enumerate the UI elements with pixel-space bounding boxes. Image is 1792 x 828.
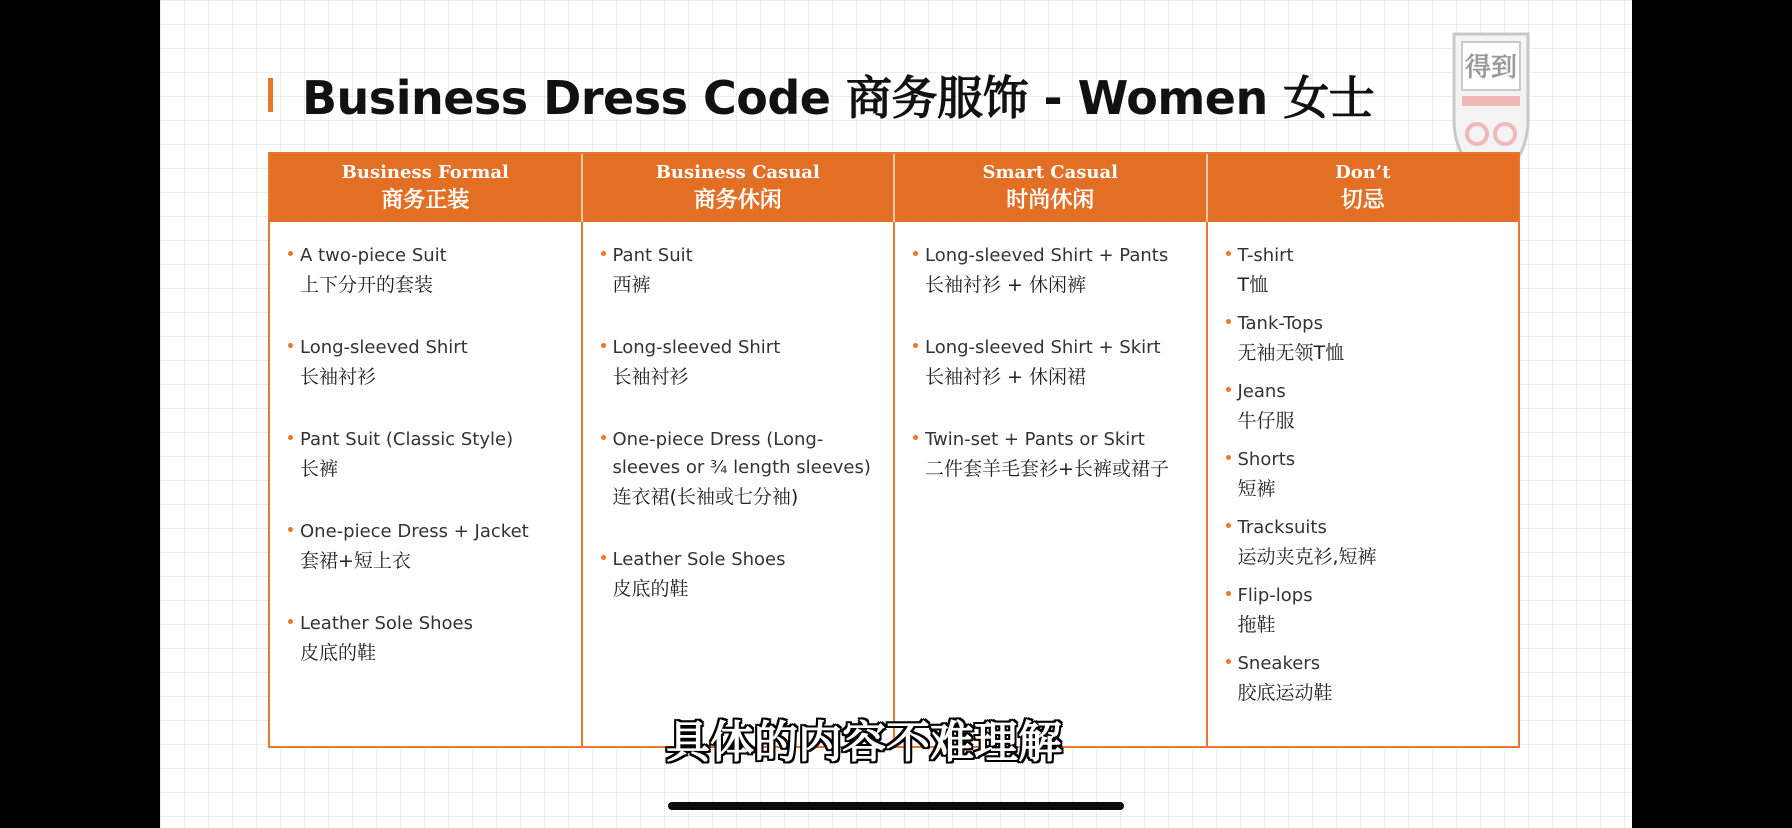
item-en: T-shirt (1237, 245, 1294, 266)
list-item (895, 334, 1206, 392)
home-indicator[interactable] (668, 802, 1124, 810)
item-en: Shorts (1237, 449, 1296, 470)
video-subtitle: 具体的内容不难理解 (666, 717, 1062, 768)
item-zh: 西裤 (612, 274, 651, 296)
item-en: Tank-Tops (1237, 313, 1323, 334)
list-item (1208, 582, 1519, 640)
list-item (583, 242, 894, 300)
bullet-icon (1226, 319, 1231, 324)
bullet-icon (601, 435, 606, 440)
item-zh: 连衣裙(长袖或七分袖) (612, 486, 799, 508)
list-item (270, 334, 581, 392)
item-en: Long-sleeved Shirt + Skirt (925, 337, 1161, 358)
column-business-formal (270, 222, 583, 746)
header-zh: 商务休闲 (693, 187, 782, 213)
header-en: Business Casual (655, 162, 820, 183)
header-zh: 商务正装 (381, 187, 470, 213)
bullet-icon (913, 343, 918, 348)
table-body (270, 222, 1518, 746)
header-en: Don’t (1335, 162, 1391, 183)
item-en: A two-piece Suit (300, 245, 447, 266)
item-zh: 牛仔服 (1237, 410, 1295, 432)
bullet-icon (1226, 591, 1231, 596)
item-zh: 长袖衬衫 + 休闲裤 (925, 274, 1086, 296)
list-item (270, 610, 581, 668)
item-zh: 长袖衬衫 (300, 366, 377, 388)
item-en: Tracksuits (1237, 517, 1327, 538)
header-smart-casual (895, 154, 1208, 222)
slide-title: Business Dress Code 商务服饰 - Women 女士 (302, 71, 1375, 125)
list-item (270, 242, 581, 300)
item-en: One-piece Dress (Long-sleeves or ¾ length sleeves) (612, 429, 871, 478)
bullet-icon (1226, 659, 1231, 664)
column-smart-casual (895, 222, 1208, 746)
bullet-icon (288, 251, 293, 256)
item-en: Long-sleeved Shirt (612, 337, 781, 358)
item-zh: 上下分开的套装 (300, 274, 434, 296)
item-en: Leather Sole Shoes (300, 613, 474, 634)
item-zh: 长袖衬衫 + 休闲裙 (925, 366, 1086, 388)
item-zh: 拖鞋 (1237, 614, 1276, 636)
slide (160, 0, 1632, 828)
header-en: Business Formal (341, 162, 509, 183)
header-en: Smart Casual (982, 162, 1118, 183)
bullet-icon (1226, 523, 1231, 528)
bullet-icon (288, 435, 293, 440)
item-en: Leather Sole Shoes (612, 549, 786, 570)
list-item (1208, 650, 1519, 708)
item-en: Flip-lops (1237, 585, 1313, 606)
list-item (270, 426, 581, 484)
list-item (270, 518, 581, 576)
list-item (1208, 242, 1519, 300)
table-header-row (270, 154, 1518, 222)
bullet-icon (601, 343, 606, 348)
list-item (1208, 310, 1519, 368)
item-zh: 长裤 (300, 458, 339, 480)
bullet-icon (601, 251, 606, 256)
item-en: Jeans (1237, 381, 1286, 402)
list-item (895, 426, 1206, 484)
bullet-icon (1226, 455, 1231, 460)
bullet-icon (601, 555, 606, 560)
logo-text: 得到 (1464, 53, 1518, 83)
item-en: Twin-set + Pants or Skirt (925, 429, 1145, 450)
bullet-icon (1226, 387, 1231, 392)
bullet-icon (288, 619, 293, 624)
item-en: Long-sleeved Shirt (300, 337, 468, 358)
item-zh: 长袖衬衫 (612, 366, 689, 388)
header-dont (1208, 154, 1519, 222)
bullet-icon (288, 343, 293, 348)
item-zh: 胶底运动鞋 (1237, 682, 1333, 704)
item-en: One-piece Dress + Jacket (300, 521, 529, 542)
item-zh: 短裤 (1237, 478, 1276, 500)
list-item (583, 334, 894, 392)
dress-code-table (268, 152, 1520, 748)
item-zh: 皮底的鞋 (612, 578, 689, 600)
item-zh: 二件套羊毛套衫+长裤或裙子 (925, 458, 1169, 480)
list-item (583, 426, 894, 512)
item-zh: 皮底的鞋 (300, 642, 377, 664)
item-en: Long-sleeved Shirt + Pants (925, 245, 1169, 266)
list-item (583, 546, 894, 604)
header-zh: 切忌 (1340, 187, 1385, 213)
list-item (1208, 378, 1519, 436)
item-en: Pant Suit (612, 245, 693, 266)
bullet-icon (913, 435, 918, 440)
item-en: Sneakers (1237, 653, 1321, 674)
header-zh: 时尚休闲 (1006, 187, 1095, 213)
item-zh: 运动夹克衫,短裤 (1237, 546, 1377, 568)
bullet-icon (1226, 251, 1231, 256)
list-item (1208, 514, 1519, 572)
item-zh: 无袖无领T恤 (1237, 342, 1345, 364)
list-item (1208, 446, 1519, 504)
column-dont (1208, 222, 1519, 746)
item-zh: T恤 (1237, 274, 1269, 296)
list-item (895, 242, 1206, 300)
column-business-casual (583, 222, 896, 746)
title-accent-bar (268, 78, 273, 112)
bullet-icon (913, 251, 918, 256)
item-zh: 套裙+短上衣 (300, 550, 411, 572)
bullet-icon (288, 527, 293, 532)
header-business-casual (583, 154, 896, 222)
item-en: Pant Suit (Classic Style) (300, 429, 514, 450)
header-business-formal (270, 154, 583, 222)
